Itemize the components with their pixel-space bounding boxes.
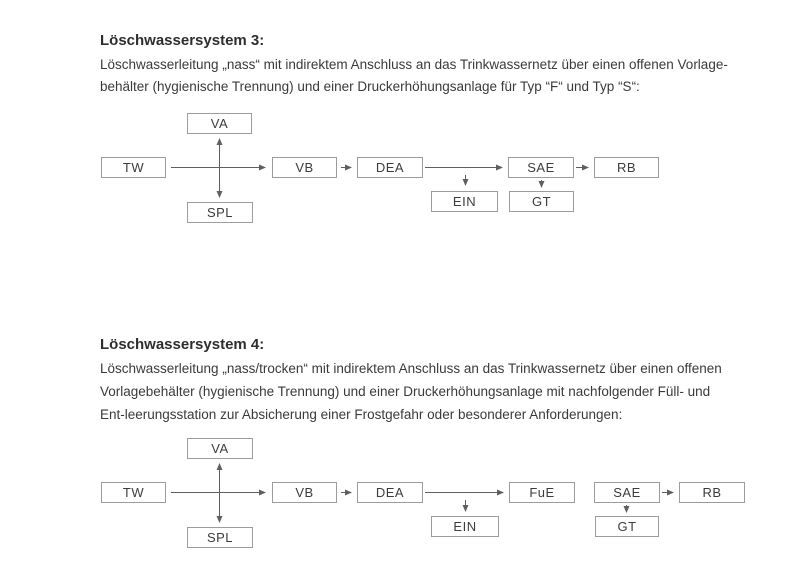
- section3-paragraph: [100, 54, 728, 98]
- node-d1-va: VA: [187, 113, 252, 134]
- section4-heading: Löschwassersystem 4:: [100, 336, 265, 353]
- node-d2-dea: DEA: [357, 482, 423, 503]
- node-d2-fue: FuE: [509, 482, 575, 503]
- node-d1-tw: TW: [101, 157, 166, 178]
- node-d1-sae: SAE: [508, 157, 574, 178]
- node-d2-ein: EIN: [431, 516, 499, 537]
- section4-line-1: Löschwasserleitung „nass/trocken“ mit indirektem Anschluss an das Trinkwassernetz über einen offenen: [100, 361, 722, 376]
- section3-heading: Löschwassersystem 3:: [100, 32, 265, 49]
- section3-line-1: Löschwasserleitung „nass“ mit indirektem Anschluss an das Trinkwassernetz über einen offenen Vorlage-: [100, 57, 728, 72]
- section4-line-2: Vorlagebehälter (hygienische Trennung) und einer Druckerhöhungsanlage mit nachfolgender Füll- und: [100, 384, 711, 399]
- node-d2-rb: RB: [679, 482, 745, 503]
- node-d2-va: VA: [187, 438, 253, 459]
- node-d1-gt: GT: [509, 191, 574, 212]
- section4-line-3: Ent-leerungsstation zur Absicherung einer Frostgefahr oder besonderer Anforderungen:: [100, 407, 623, 422]
- node-d1-ein: EIN: [431, 191, 498, 212]
- node-d1-rb: RB: [594, 157, 659, 178]
- node-d2-vb: VB: [272, 482, 337, 503]
- node-d2-tw: TW: [101, 482, 166, 503]
- node-d2-spl: SPL: [187, 527, 253, 548]
- section4-paragraph: [100, 357, 722, 426]
- node-d1-dea: DEA: [357, 157, 423, 178]
- node-d2-gt: GT: [595, 516, 659, 537]
- node-d1-spl: SPL: [187, 202, 253, 223]
- node-d1-vb: VB: [272, 157, 337, 178]
- section3-line-2: behälter (hygienische Trennung) und einer Druckerhöhungsanlage für Typ “F“ und Typ “S“:: [100, 79, 640, 94]
- node-d2-sae: SAE: [594, 482, 660, 503]
